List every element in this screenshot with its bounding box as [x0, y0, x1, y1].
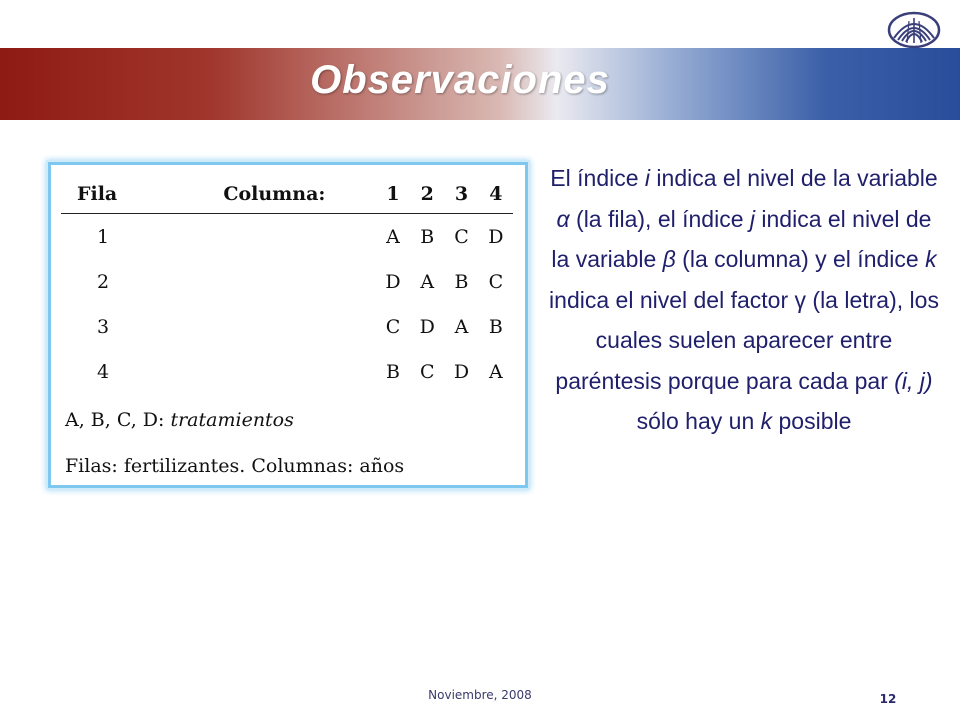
text-italic: j	[749, 205, 756, 232]
latin-square-table	[61, 177, 513, 394]
table-cell: A	[386, 225, 400, 248]
legend-treatments	[65, 409, 294, 431]
table-cell: A	[488, 360, 503, 383]
text-segment: El índice	[550, 165, 645, 191]
table-cell: B	[454, 270, 469, 293]
table-cell: C	[488, 270, 504, 293]
header-columna: Columna:	[173, 177, 376, 214]
slide-title: Observaciones	[310, 58, 610, 102]
table-row	[61, 259, 513, 304]
text-italic: (i, j)	[894, 367, 933, 394]
text-segment: (la fila), el índice	[569, 205, 750, 232]
latin-square-table-image	[48, 162, 528, 488]
text-italic: i	[644, 165, 651, 191]
text-segment: indica el nivel de la variable	[650, 165, 938, 191]
legend-treatments-italic: tratamientos	[170, 409, 294, 431]
spacer-cell	[173, 214, 376, 260]
table-cell: B	[488, 315, 503, 338]
table-cell: D	[385, 270, 401, 293]
table-cell: C	[385, 315, 401, 338]
table-cell: D	[419, 315, 435, 338]
table-cell: D	[488, 225, 504, 248]
legend-rows-columns: Filas: fertilizantes. Columnas: años	[65, 455, 405, 477]
text-italic: k	[760, 408, 773, 434]
table-row	[61, 349, 513, 394]
table-cell: C	[454, 225, 469, 248]
row-label: 3	[97, 315, 110, 338]
spacer-cell	[173, 349, 376, 394]
text-segment: (la columna) y el índice	[675, 246, 926, 272]
table-cell: A	[420, 270, 435, 293]
text-segment: indica el nivel del factor	[549, 286, 795, 313]
table-header-row	[61, 177, 513, 214]
spacer-cell	[173, 304, 376, 349]
table-cell: D	[453, 360, 470, 383]
row-label: 2	[97, 270, 110, 293]
text-segment: indica el nivel de la variable	[551, 205, 932, 272]
header-fila: Fila	[61, 177, 173, 214]
legend-treatments-prefix: A, B, C, D:	[65, 409, 171, 431]
header-col-1: 1	[376, 177, 410, 214]
spacer-cell	[173, 259, 376, 304]
page-number: 12	[879, 692, 897, 706]
row-label: 1	[97, 225, 110, 248]
text-segment: (la letra), los cuales suelen aparecer entre paréntesis porque para cada par	[555, 286, 939, 394]
header-col-4: 4	[479, 177, 513, 214]
university-logo-icon	[886, 8, 942, 50]
table-row	[61, 214, 513, 260]
table-cell: B	[386, 360, 400, 383]
table-cell: C	[420, 360, 435, 383]
text-italic: β	[662, 246, 676, 272]
gamma-symbol: γ	[794, 286, 807, 313]
text-segment: sólo hay un	[636, 408, 761, 434]
text-italic: α	[556, 205, 570, 232]
header-col-3: 3	[444, 177, 478, 214]
table-row	[61, 304, 513, 349]
explanation-paragraph	[548, 158, 940, 442]
header-col-2: 2	[410, 177, 444, 214]
table-cell: A	[454, 315, 469, 338]
text-italic: k	[925, 246, 937, 272]
text-segment: posible	[772, 408, 852, 434]
footer-date: Noviembre, 2008	[428, 688, 532, 702]
row-label: 4	[97, 360, 110, 383]
table-cell: B	[420, 225, 435, 248]
